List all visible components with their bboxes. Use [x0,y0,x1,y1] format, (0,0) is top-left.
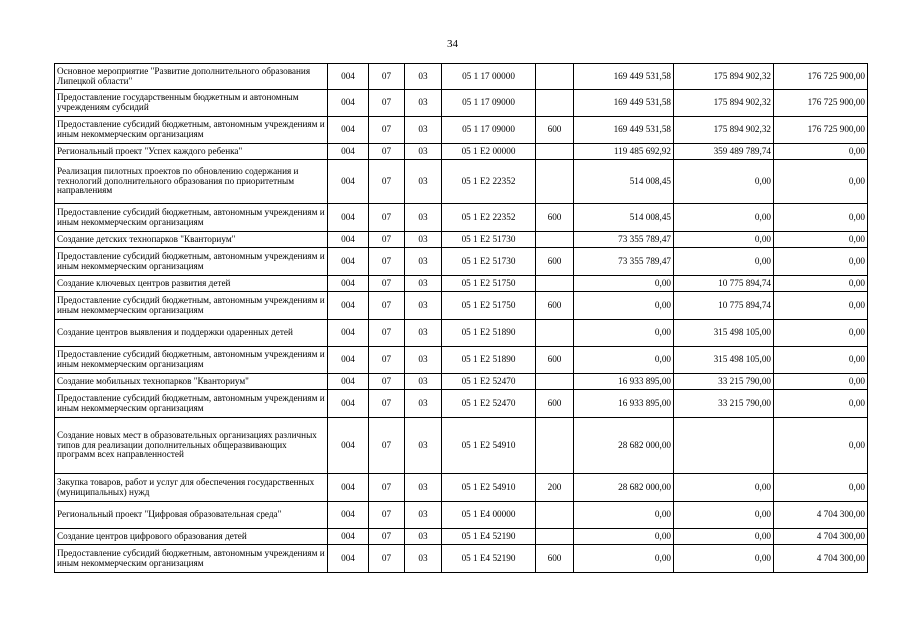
expense-type-code [536,64,574,90]
amount-year-2: 0,00 [674,232,774,248]
amount-year-2: 0,00 [674,160,774,204]
amount-year-2: 359 489 789,74 [674,144,774,160]
budget-table [54,63,868,573]
target-article-code: 05 1 E2 51890 [442,347,536,374]
expense-type-code [536,320,574,347]
amount-year-2: 0,00 [674,248,774,276]
expense-type-code [536,374,574,390]
table-row [55,374,868,390]
item-name: Предоставление субсидий бюджетным, автономным учреждениям и иным некоммерческим организациям [55,347,328,374]
amount-year-2: 175 894 902,32 [674,90,774,117]
grbs-code: 004 [328,474,369,502]
amount-year-1: 16 933 895,00 [574,374,674,390]
grbs-code: 004 [328,320,369,347]
amount-year-1: 73 355 789,47 [574,232,674,248]
item-name: Предоставление субсидий бюджетным, автономным учреждениям и иным некоммерческим организациям [55,117,328,144]
target-article-code: 05 1 E2 51730 [442,248,536,276]
subsection-code: 03 [405,160,442,204]
table-row [55,144,868,160]
expense-type-code [536,418,574,474]
table-row [55,64,868,90]
amount-year-1: 169 449 531,58 [574,64,674,90]
table-row [55,545,868,573]
target-article-code: 05 1 E2 54910 [442,418,536,474]
amount-year-2: 0,00 [674,474,774,502]
table-row [55,418,868,474]
section-code: 07 [369,545,405,573]
subsection-code: 03 [405,390,442,418]
amount-year-2 [674,418,774,474]
grbs-code: 004 [328,204,369,232]
section-code: 07 [369,374,405,390]
expense-type-code [536,502,574,529]
amount-year-3: 0,00 [774,248,868,276]
section-code: 07 [369,474,405,502]
amount-year-2: 175 894 902,32 [674,117,774,144]
target-article-code: 05 1 E2 00000 [442,144,536,160]
section-code: 07 [369,276,405,292]
amount-year-2: 315 498 105,00 [674,320,774,347]
grbs-code: 004 [328,232,369,248]
grbs-code: 004 [328,248,369,276]
section-code: 07 [369,160,405,204]
target-article-code: 05 1 17 09000 [442,90,536,117]
expense-type-code [536,144,574,160]
table-row [55,347,868,374]
grbs-code: 004 [328,64,369,90]
subsection-code: 03 [405,144,442,160]
item-name: Предоставление государственным бюджетным и автономным учреждениям субсидий [55,90,328,117]
section-code: 07 [369,117,405,144]
table-row [55,390,868,418]
item-name: Предоставление субсидий бюджетным, автономным учреждениям и иным некоммерческим организациям [55,292,328,320]
amount-year-1: 514 008,45 [574,204,674,232]
expense-type-code: 600 [536,248,574,276]
amount-year-1: 169 449 531,58 [574,90,674,117]
table-row [55,90,868,117]
amount-year-3: 176 725 900,00 [774,64,868,90]
grbs-code: 004 [328,144,369,160]
section-code: 07 [369,292,405,320]
item-name: Создание мобильных технопарков "Кванториум" [55,374,328,390]
grbs-code: 004 [328,276,369,292]
target-article-code: 05 1 E2 54910 [442,474,536,502]
subsection-code: 03 [405,248,442,276]
subsection-code: 03 [405,117,442,144]
section-code: 07 [369,390,405,418]
amount-year-2: 0,00 [674,502,774,529]
expense-type-code: 200 [536,474,574,502]
expense-type-code: 600 [536,292,574,320]
table-row [55,320,868,347]
target-article-code: 05 1 E2 51750 [442,292,536,320]
amount-year-3: 0,00 [774,374,868,390]
amount-year-1: 0,00 [574,545,674,573]
item-name: Региональный проект "Успех каждого ребенка" [55,144,328,160]
table-row [55,292,868,320]
expense-type-code: 600 [536,347,574,374]
section-code: 07 [369,529,405,545]
amount-year-2: 0,00 [674,204,774,232]
expense-type-code [536,529,574,545]
amount-year-2: 0,00 [674,529,774,545]
subsection-code: 03 [405,502,442,529]
section-code: 07 [369,204,405,232]
item-name: Предоставление субсидий бюджетным, автономным учреждениям и иным некоммерческим организациям [55,204,328,232]
expense-type-code: 600 [536,545,574,573]
target-article-code: 05 1 E2 51750 [442,276,536,292]
grbs-code: 004 [328,390,369,418]
target-article-code: 05 1 17 09000 [442,117,536,144]
section-code: 07 [369,144,405,160]
subsection-code: 03 [405,320,442,347]
amount-year-3: 0,00 [774,320,868,347]
expense-type-code [536,90,574,117]
table-row [55,474,868,502]
section-code: 07 [369,232,405,248]
target-article-code: 05 1 E2 22352 [442,160,536,204]
subsection-code: 03 [405,292,442,320]
subsection-code: 03 [405,232,442,248]
amount-year-3: 0,00 [774,347,868,374]
expense-type-code [536,160,574,204]
target-article-code: 05 1 E4 52190 [442,529,536,545]
amount-year-1: 28 682 000,00 [574,418,674,474]
item-name: Предоставление субсидий бюджетным, автономным учреждениям и иным некоммерческим организациям [55,390,328,418]
target-article-code: 05 1 17 00000 [442,64,536,90]
section-code: 07 [369,90,405,117]
amount-year-2: 175 894 902,32 [674,64,774,90]
section-code: 07 [369,502,405,529]
item-name: Создание ключевых центров развития детей [55,276,328,292]
subsection-code: 03 [405,374,442,390]
item-name: Предоставление субсидий бюджетным, автономным учреждениям и иным некоммерческим организациям [55,248,328,276]
target-article-code: 05 1 E2 52470 [442,374,536,390]
section-code: 07 [369,418,405,474]
expense-type-code [536,276,574,292]
amount-year-2: 0,00 [674,545,774,573]
target-article-code: 05 1 E2 22352 [442,204,536,232]
grbs-code: 004 [328,374,369,390]
grbs-code: 004 [328,418,369,474]
amount-year-3: 0,00 [774,276,868,292]
grbs-code: 004 [328,529,369,545]
table-row [55,502,868,529]
amount-year-1: 0,00 [574,502,674,529]
grbs-code: 004 [328,502,369,529]
amount-year-3: 0,00 [774,390,868,418]
subsection-code: 03 [405,545,442,573]
amount-year-1: 169 449 531,58 [574,117,674,144]
item-name: Предоставление субсидий бюджетным, автономным учреждениям и иным некоммерческим организациям [55,545,328,573]
amount-year-3: 176 725 900,00 [774,90,868,117]
expense-type-code [536,232,574,248]
expense-type-code: 600 [536,204,574,232]
item-name: Создание центров выявления и поддержки одаренных детей [55,320,328,347]
grbs-code: 004 [328,292,369,320]
amount-year-1: 16 933 895,00 [574,390,674,418]
item-name: Реализация пилотных проектов по обновлению содержания и технологий дополнительного образования по приоритетным направлениям [55,160,328,204]
table-row [55,248,868,276]
amount-year-2: 10 775 894,74 [674,276,774,292]
section-code: 07 [369,248,405,276]
amount-year-3: 0,00 [774,204,868,232]
table-row [55,204,868,232]
amount-year-1: 119 485 692,92 [574,144,674,160]
section-code: 07 [369,347,405,374]
amount-year-1: 28 682 000,00 [574,474,674,502]
amount-year-1: 0,00 [574,529,674,545]
expense-type-code: 600 [536,390,574,418]
amount-year-1: 73 355 789,47 [574,248,674,276]
amount-year-3: 0,00 [774,418,868,474]
subsection-code: 03 [405,529,442,545]
amount-year-1: 0,00 [574,276,674,292]
amount-year-1: 0,00 [574,292,674,320]
amount-year-3: 176 725 900,00 [774,117,868,144]
table-row [55,117,868,144]
subsection-code: 03 [405,276,442,292]
amount-year-3: 0,00 [774,292,868,320]
amount-year-1: 514 008,45 [574,160,674,204]
item-name: Основное мероприятие "Развитие дополнительного образования Липецкой области" [55,64,328,90]
table-row [55,276,868,292]
amount-year-2: 10 775 894,74 [674,292,774,320]
target-article-code: 05 1 E2 52470 [442,390,536,418]
page-number: 34 [447,38,458,50]
item-name: Создание центров цифрового образования детей [55,529,328,545]
grbs-code: 004 [328,90,369,117]
section-code: 07 [369,64,405,90]
subsection-code: 03 [405,347,442,374]
table-row [55,160,868,204]
table-row [55,529,868,545]
expense-type-code: 600 [536,117,574,144]
section-code: 07 [369,320,405,347]
amount-year-2: 33 215 790,00 [674,390,774,418]
amount-year-3: 4 704 300,00 [774,545,868,573]
target-article-code: 05 1 E2 51890 [442,320,536,347]
amount-year-3: 4 704 300,00 [774,502,868,529]
item-name: Региональный проект "Цифровая образовательная среда" [55,502,328,529]
amount-year-1: 0,00 [574,320,674,347]
target-article-code: 05 1 E2 51730 [442,232,536,248]
item-name: Закупка товаров, работ и услуг для обеспечения государственных (муниципальных) нужд [55,474,328,502]
item-name: Создание новых мест в образовательных организациях различных типов для реализации дополнительных общеразвивающих программ всех направленностей [55,418,328,474]
item-name: Создание детских технопарков "Кванториум" [55,232,328,248]
subsection-code: 03 [405,204,442,232]
subsection-code: 03 [405,418,442,474]
target-article-code: 05 1 E4 00000 [442,502,536,529]
grbs-code: 004 [328,117,369,144]
grbs-code: 004 [328,160,369,204]
grbs-code: 004 [328,545,369,573]
target-article-code: 05 1 E4 52190 [442,545,536,573]
amount-year-3: 0,00 [774,232,868,248]
amount-year-3: 4 704 300,00 [774,529,868,545]
amount-year-2: 315 498 105,00 [674,347,774,374]
table-row [55,232,868,248]
subsection-code: 03 [405,64,442,90]
amount-year-1: 0,00 [574,347,674,374]
amount-year-3: 0,00 [774,160,868,204]
subsection-code: 03 [405,474,442,502]
subsection-code: 03 [405,90,442,117]
amount-year-3: 0,00 [774,474,868,502]
amount-year-2: 33 215 790,00 [674,374,774,390]
amount-year-3: 0,00 [774,144,868,160]
grbs-code: 004 [328,347,369,374]
